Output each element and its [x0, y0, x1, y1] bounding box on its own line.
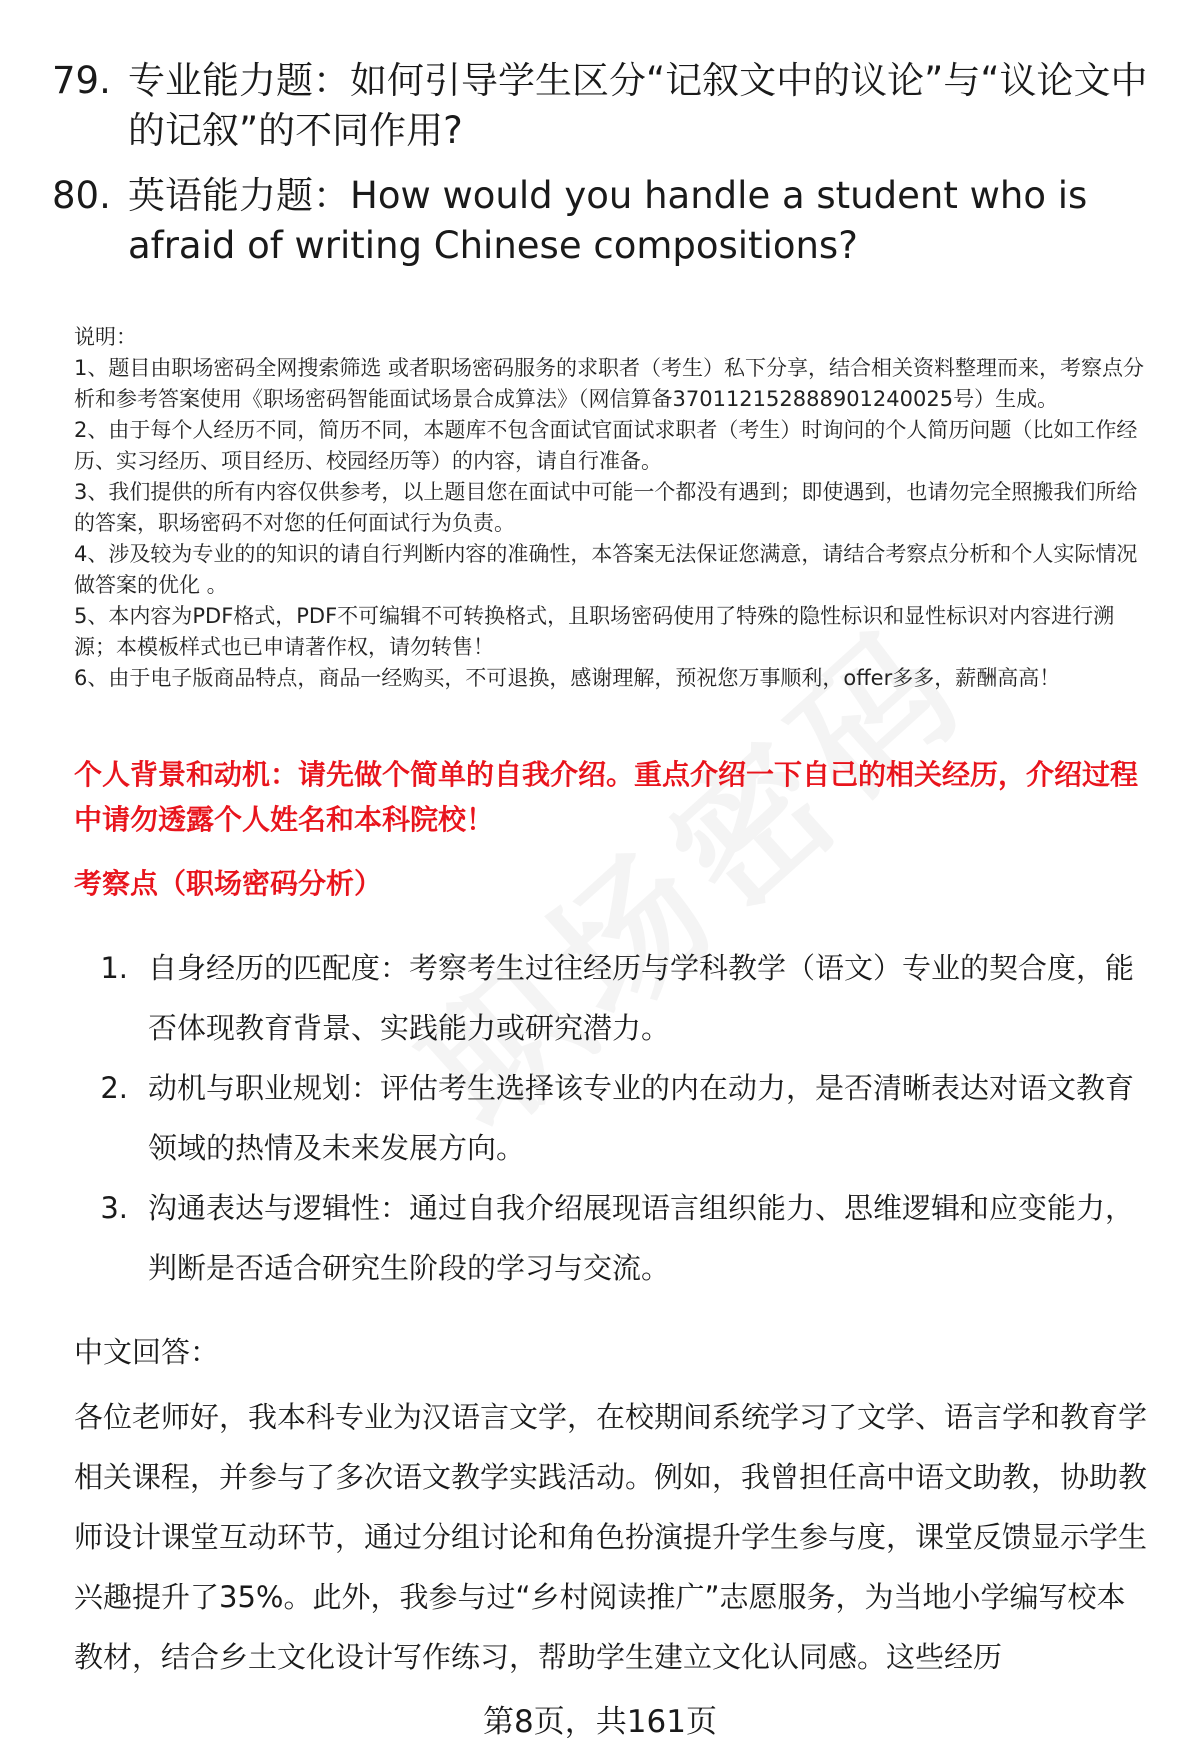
question-80 — [52, 171, 1152, 271]
question-79 — [52, 56, 1152, 156]
list-item-number: 1. — [100, 951, 128, 985]
interview-prompt: 个人背景和动机：请先做个简单的自我介绍。重点介绍一下自己的相关经历，介绍过程中请勿透露个人姓名和本科院校！ — [74, 758, 1139, 836]
note-item: 1、题目由职场密码全网搜索筛选 或者职场密码服务的求职者（考生）私下分享，结合相关资料整理而来，考察点分析和参考答案使用《职场密码智能面试场景合成算法》（网信算备370112152888901240025号）生成。 — [74, 356, 1145, 411]
page-footer: 第8页，共161页 — [483, 1704, 717, 1740]
section-title: 考察点（职场密码分析） — [74, 867, 383, 900]
answer-label: 中文回答： — [74, 1335, 220, 1369]
notes-heading: 说明： — [74, 325, 137, 349]
question-number: 79. — [52, 59, 111, 102]
question-text: 专业能力题：如何引导学生区分“记叙文中的议论”与“议论文中的记叙”的不同作用? — [128, 59, 1148, 152]
note-item: 4、涉及较为专业的的知识的请自行判断内容的准确性，本答案无法保证您满意，请结合考察点分析和个人实际情况做答案的优化 。 — [74, 542, 1138, 597]
list-item-number: 3. — [100, 1191, 128, 1225]
list-item — [74, 1178, 1154, 1298]
answer-body: 各位老师好，我本科专业为汉语言文学，在校期间系统学习了文学、语言学和教育学相关课程，并参与了多次语文教学实践活动。例如，我曾担任高中语文助教，协助教师设计课堂互动环节，通过分组讨论和角色扮演提升学生参与度，课堂反馈显示学生兴趣提升了35%。此外，我参与过“乡村阅读推广”志愿服务，为当地小学编写校本教材，结合乡土文化设计写作练习，帮助学生建立文化认同感。这些经历 — [74, 1400, 1148, 1674]
note-item: 3、我们提供的所有内容仅供参考，以上题目您在面试中可能一个都没有遇到；即使遇到，也请勿完全照搬我们所给的答案，职场密码不对您的任何面试行为负责。 — [74, 480, 1138, 535]
list-item-number: 2. — [100, 1071, 128, 1105]
list-item-text: 自身经历的匹配度：考察考生过往经历与学科教学（语文）专业的契合度，能否体现教育背景、实践能力或研究潜力。 — [148, 951, 1135, 1045]
question-text: 英语能力题：How would you handle a student who is afraid of writing Chinese compositions? — [128, 174, 1088, 267]
question-number: 80. — [52, 174, 111, 217]
assessment-points-list — [74, 938, 1154, 1298]
note-item: 6、由于电子版商品特点，商品一经购买，不可退换，感谢理解，预祝您万事顺利，offer多多，薪酬高高！ — [74, 666, 1061, 690]
list-item-text: 动机与职业规划：评估考生选择该专业的内在动力，是否清晰表达对语文教育领域的热情及未来发展方向。 — [148, 1071, 1135, 1165]
note-item: 2、由于每个人经历不同，简历不同，本题库不包含面试官面试求职者（考生）时询问的个人简历问题（比如工作经历、实习经历、项目经历、校园经历等）的内容，请自行准备。 — [74, 418, 1138, 473]
list-item — [74, 938, 1154, 1058]
list-item — [74, 1058, 1154, 1178]
note-item: 5、本内容为PDF格式，PDF不可编辑不可转换格式，且职场密码使用了特殊的隐性标识和显性标识对内容进行溯源；本模板样式也已申请著作权，请勿转售！ — [74, 604, 1115, 659]
list-item-text: 沟通表达与逻辑性：通过自我介绍展现语言组织能力、思维逻辑和应变能力，判断是否适合研究生阶段的学习与交流。 — [148, 1191, 1135, 1285]
disclaimer-notes — [74, 322, 1154, 694]
